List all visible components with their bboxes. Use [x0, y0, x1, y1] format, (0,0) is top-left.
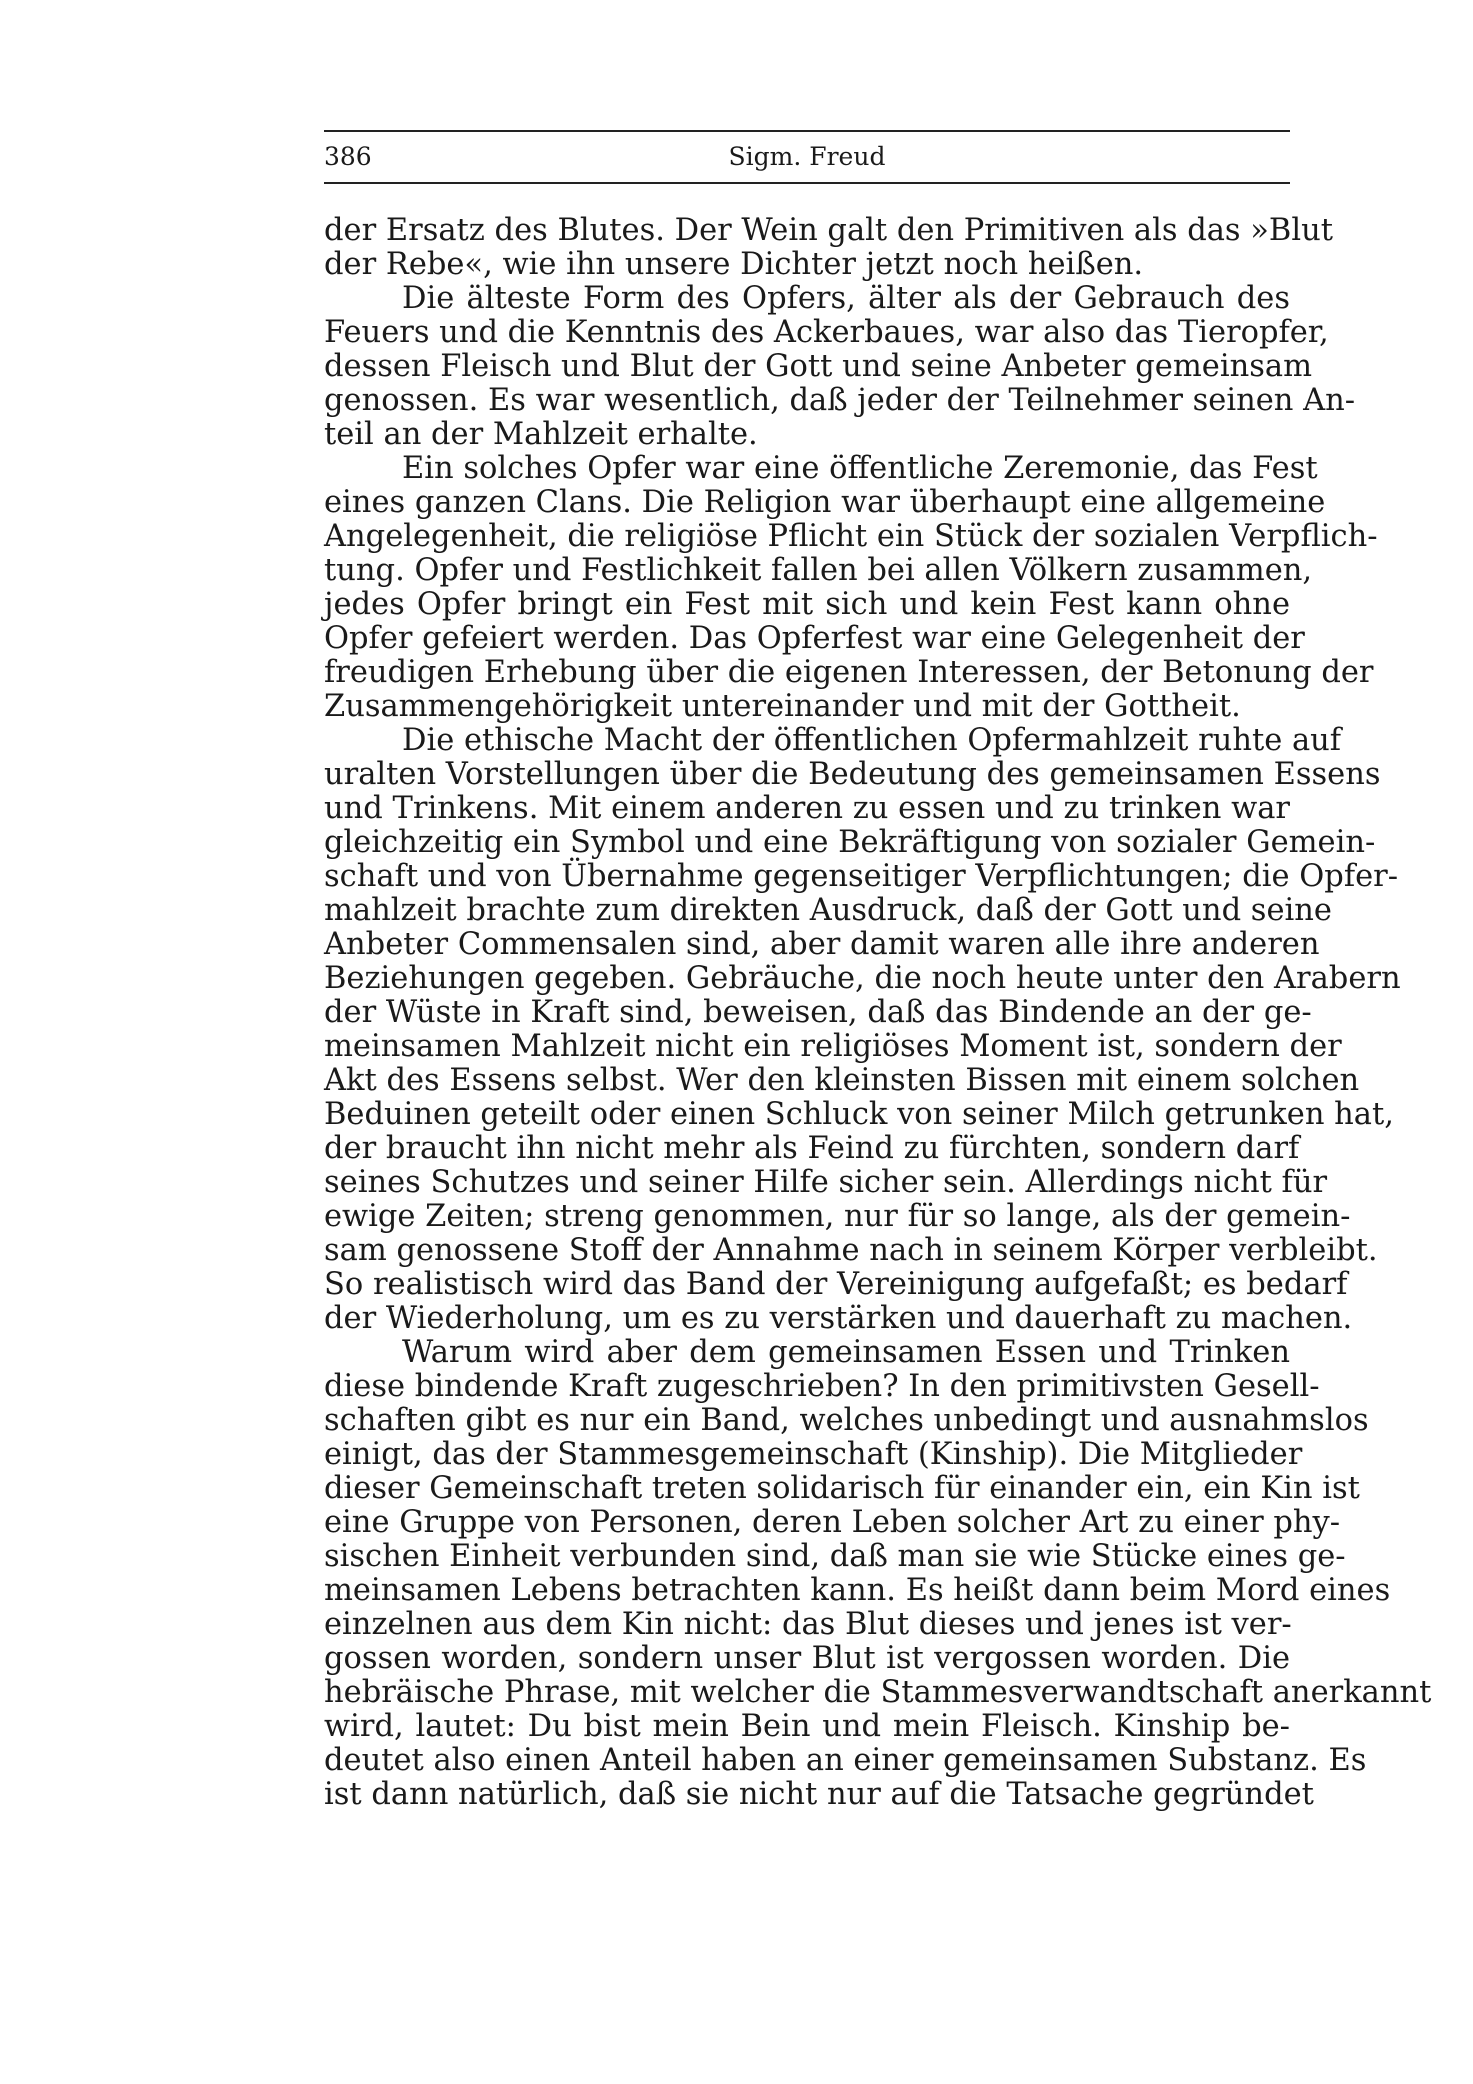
text-line: schaften gibt es nur ein Band, welches unbedingt und ausnahmslos: [324, 1403, 1369, 1438]
paragraph: [324, 451, 1378, 724]
text-line: teil an der Mahlzeit erhalte.: [324, 417, 758, 452]
running-head: Sigm. Freud: [728, 142, 886, 171]
text-line: Angelegenheit, die religiöse Pflicht ein Stück der sozialen Verpflich-: [324, 519, 1378, 554]
paragraph: [324, 213, 1333, 282]
text-line: Warum wird aber dem gemeinsamen Essen und Trinken: [402, 1335, 1290, 1370]
text-line: der Wiederholung, um es zu verstärken und dauerhaft zu machen.: [324, 1301, 1353, 1336]
paragraph: [324, 281, 1356, 452]
text-line: Feuers und die Kenntnis des Ackerbaues, war also das Tieropfer,: [324, 315, 1329, 350]
text-line: Zusammengehörigkeit untereinander und mit der Gottheit.: [324, 689, 1241, 724]
text-line: eine Gruppe von Personen, deren Leben solcher Art zu einer phy-: [324, 1505, 1341, 1540]
text-line: eines ganzen Clans. Die Religion war überhaupt eine allgemeine: [324, 485, 1326, 520]
text-line: gleichzeitig ein Symbol und eine Bekräftigung von sozialer Gemein-: [324, 825, 1376, 860]
text-line: Beziehungen gegeben. Gebräuche, die noch heute unter den Arabern: [324, 961, 1401, 996]
header-bottom-rule: [324, 182, 1290, 184]
text-line: diese bindende Kraft zugeschrieben? In den primitivsten Gesell-: [324, 1369, 1320, 1404]
text-line: seines Schutzes und seiner Hilfe sicher sein. Allerdings nicht für: [324, 1165, 1328, 1200]
text-line: sischen Einheit verbunden sind, daß man sie wie Stücke eines ge-: [324, 1539, 1346, 1574]
text-line: schaft und von Übernahme gegenseitiger Verpflichtungen; die Opfer-: [324, 859, 1399, 894]
text-line: dessen Fleisch und Blut der Gott und seine Anbeter gemeinsam: [324, 349, 1312, 384]
text-line: Ein solches Opfer war eine öffentliche Zeremonie, das Fest: [402, 451, 1318, 486]
text-line: gossen worden, sondern unser Blut ist vergossen worden. Die: [324, 1641, 1290, 1676]
text-line: einzelnen aus dem Kin nicht: das Blut dieses und jenes ist ver-: [324, 1607, 1292, 1642]
text-line: meinsamen Lebens betrachten kann. Es heißt dann beim Mord eines: [324, 1573, 1391, 1608]
text-line: mahlzeit brachte zum direkten Ausdruck, daß der Gott und seine: [324, 893, 1332, 928]
text-line: ist dann natürlich, daß sie nicht nur auf die Tatsache gegründet: [324, 1777, 1314, 1812]
page-number: 386: [324, 142, 372, 171]
text-line: Die ethische Macht der öffentlichen Opfermahlzeit ruhte auf: [402, 723, 1342, 758]
text-line: Beduinen geteilt oder einen Schluck von seiner Milch getrunken hat,: [324, 1097, 1394, 1132]
body-text: [324, 213, 1432, 1812]
text-line: genossen. Es war wesentlich, daß jeder der Teilnehmer seinen An-: [324, 383, 1356, 418]
text-line: einigt, das der Stammesgemeinschaft (Kinship). Die Mitglieder: [324, 1437, 1303, 1472]
text-line: Akt des Essens selbst. Wer den kleinsten Bissen mit einem solchen: [324, 1063, 1360, 1098]
text-line: So realistisch wird das Band der Vereinigung aufgefaßt; es bedarf: [324, 1267, 1348, 1302]
text-line: der Rebe«, wie ihn unsere Dichter jetzt noch heißen.: [324, 247, 1144, 282]
paragraph: [324, 723, 1401, 1336]
text-line: Opfer gefeiert werden. Das Opferfest war eine Gelegenheit der: [324, 621, 1305, 656]
text-line: sam genossene Stoff der Annahme nach in seinem Körper verbleibt.: [324, 1233, 1378, 1268]
book-page: [324, 130, 1432, 1812]
text-line: der Ersatz des Blutes. Der Wein galt den Primitiven als das »Blut: [324, 213, 1333, 248]
text-line: hebräische Phrase, mit welcher die Stammesverwandtschaft anerkannt: [324, 1675, 1432, 1710]
text-line: dieser Gemeinschaft treten solidarisch für einander ein, ein Kin ist: [324, 1471, 1360, 1506]
text-line: der braucht ihn nicht mehr als Feind zu fürchten, sondern darf: [324, 1131, 1300, 1166]
page-header: [324, 132, 1290, 182]
text-line: jedes Opfer bringt ein Fest mit sich und kein Fest kann ohne: [324, 587, 1290, 622]
paragraph: [324, 1335, 1432, 1812]
text-line: uralten Vorstellungen über die Bedeutung des gemeinsamen Essens: [324, 757, 1381, 792]
text-line: tung. Opfer und Festlichkeit fallen bei allen Völkern zusammen,: [324, 553, 1313, 588]
text-line: Die älteste Form des Opfers, älter als der Gebrauch des: [402, 281, 1290, 316]
text-line: freudigen Erhebung über die eigenen Interessen, der Betonung der: [324, 655, 1374, 690]
text-line: und Trinkens. Mit einem anderen zu essen und zu trinken war: [324, 791, 1290, 826]
text-line: ewige Zeiten; streng genommen, nur für so lange, als der gemein-: [324, 1199, 1351, 1234]
text-line: meinsamen Mahlzeit nicht ein religiöses Moment ist, sondern der: [324, 1029, 1342, 1064]
text-line: deutet also einen Anteil haben an einer gemeinsamen Substanz. Es: [324, 1743, 1367, 1778]
text-line: Anbeter Commensalen sind, aber damit waren alle ihre anderen: [324, 927, 1320, 962]
text-line: der Wüste in Kraft sind, beweisen, daß das Bindende an der ge-: [324, 995, 1312, 1030]
text-line: wird, lautet: Du bist mein Bein und mein Fleisch. Kinship be-: [324, 1709, 1290, 1744]
